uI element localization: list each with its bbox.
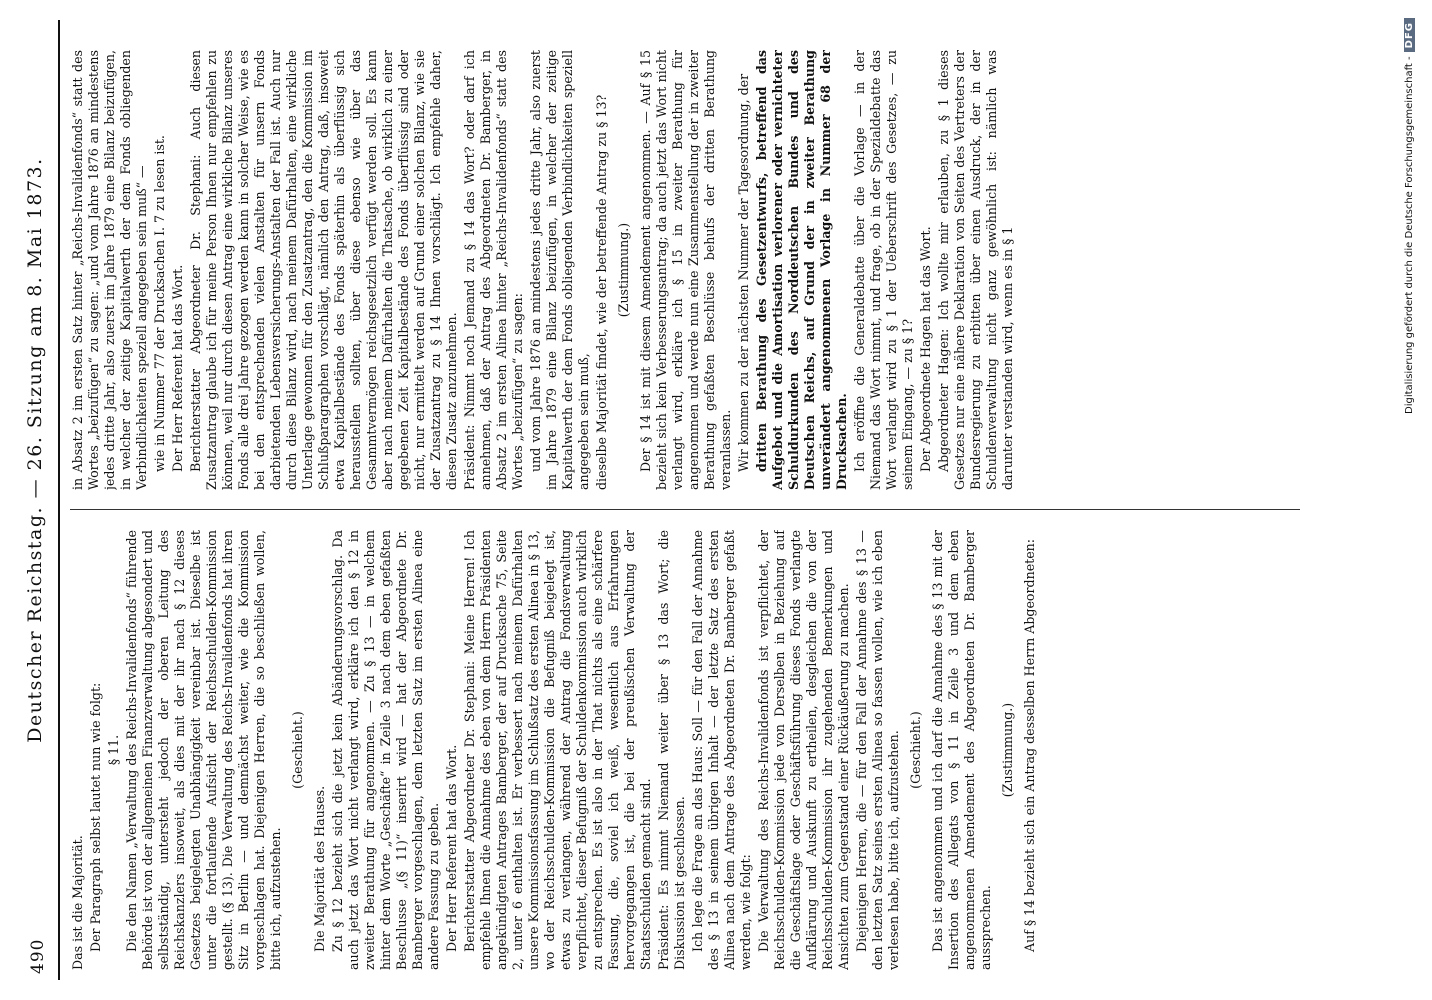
left-column-paragraph: (Geschieht.) [290, 711, 305, 789]
running-title: Deutscher Reichstag. — 26. Sitzung am 8. Mai 1873. [24, 157, 46, 743]
left-column-paragraph: Der Paragraph selbst lautet nun wie folgt: [88, 682, 103, 952]
left-column-paragraph: Präsident: Es nimmt Niemand weiter über § 13 das Wort; die Diskussion ist geschlossen. [656, 530, 687, 970]
left-column-paragraph: Berichterstatter Abgeordneter Dr. Stephani: Meine Herren! Ich empfehle Ihnen die Annahme des eben von dem Herrn Präsidenten angekündigten Antrages Bamberger, der auf Drucksache 75, Seite 2, unter 6 enthalten ist. Er verbessert nach meinem Dafürhalten unsere Kommissionsfassung im Schlußsatz des ersten Alinea in § 13, wo der Reichsschulden-Kommission die Befugniß beigelegt ist, etwas zu verlangen, während der Antrag die Fondsverwaltung verpflichtet, dieser Befugniß der Schuldenkommission auch wirklich zu entsprechen. Es ist also in der That nichts als eine schärfere Fassung, die, soviel ich weiß, wesentlich aus Erfahrungen hervorgegangen ist, die bei der preußischen Verwaltung der Staatsschulden gemacht sind. [462, 530, 653, 970]
right-column-paragraph: Präsident: Nimmt noch Jemand zu § 14 das Wort? oder darf ich annehmen, daß der Antrag des Abgeordneten Dr. Bamberger, in Absatz 2 im ersten Alinea hinter „Reichs-Invalidenfonds“ statt des Wortes „beizufügen“ zu sagen: [462, 50, 525, 490]
right-column-paragraph: Ich eröffne die Generaldebatte über die Vorlage — in der Niemand das Wort nimmt, und frage, ob in der Spezialdebatte das Wort verlangt wird zu § 1 der Ueberschrift des Gesetzes, — zu seinem Eingang, — zu § 1? [852, 50, 915, 490]
left-column-paragraph: Der Herr Referent hat das Wort. [444, 744, 459, 952]
page-number: 490 [28, 938, 48, 974]
column-divider [70, 509, 1300, 510]
left-column-paragraph: Die Majorität des Hauses. [312, 785, 327, 952]
left-column-paragraph: Auf § 14 bezieht sich ein Antrag desselben Herrn Abgeordneten: [1022, 538, 1037, 952]
right-column-paragraph: und vom Jahre 1876 an mindestens jedes dritte Jahr, also zuerst im Jahre 1879 eine Bilanz beizufügen, in welcher der zeitige Kapitalwerth der dem Fonds obliegenden Verbindlichkeiten speziell angegeben sein muß, [528, 50, 591, 490]
right-column-paragraph: Wir kommen zu der nächsten Nummer der Tagesordnung, der [736, 73, 751, 472]
right-column-paragraph: wie in Nummer 77 der Drucksachen I. 7 zu lesen ist. [152, 135, 167, 472]
right-column-paragraph: dieselbe Majorität findet, wie der betreffende Antrag zu § 13? [594, 94, 609, 490]
left-column-paragraph: Zu § 12 bezieht sich die jetzt kein Abänderungsvorschlag. Da auch jetzt das Wort nicht verlangt wird, erkläre ich den § 12 in zweiter Berathung für angenommen. — Zu § 13 — in welchem hinter dem Worte „Geschäfte“ in Zeile 3 nach dem eben gefaßten Beschlusse „(§ 11)“ inserirt wird — hat der Abgeordnete Dr. Bamberger vorgeschlagen, dem letzten Satz im ersten Alinea eine andere Fassung zu geben. [330, 530, 441, 970]
left-column-paragraph: Das ist die Majorität. [70, 835, 85, 970]
right-column-paragraph: Berichterstatter Abgeordneter Dr. Stephani: Auch diesen Zusatzantrag glaube ich für meine Person Ihnen nur empfehlen zu können, weil nur durch diesen Antrag eine wirkliche Bilanz unseres Fonds alle drei Jahre gezogen werden kann in solcher Weise, wie es bei den entsprechenden vielen Anstalten für unsern Fonds darbietenden Lebensversicherungs-Anstalten der Fall ist. Auch nur durch diese Bilanz wird, nach meinem Dafürhalten, eine wirkliche Unterlage gewonnen für den Zusatzantrag, den die Kommission im Schlußparagraphen vorschlägt, nämlich den Antrag, daß, insoweit etwa Kapitalbestände des Fonds späterhin als überflüssig sich herausstellen sollten, über diese ebenso wie über das Gesammtvermögen reichsgesetzlich verfügt werden soll. Es kann aber nach meinem Dafürhalten die Thatsache, ob wirklich zu einer gegebenen Zeit Kapitalbestände des Fonds überflüssig sind oder nicht, nur ermittelt werden auf Grund einer solchen Bilanz, wie sie der Zusatzantrag zu § 14 Ihnen vorschlägt. Ich empfehle daher, diesen Zusatz anzunehmen. [188, 50, 459, 490]
right-column-paragraph: Der § 14 ist mit diesem Amendement angenommen. — Auf § 15 bezieht sich kein Verbesserungsantrag; da auch jetzt das Wort nicht verlangt wird, erkläre ich § 15 in zweiter Berathung für angenommen und werde nun eine Zusammenstellung der in zweiter Berathung gefaßten Beschlüsse behufs der dritten Berathung veranlassen. [638, 50, 733, 490]
left-column-paragraph: Diejenigen Herren, die — für den Fall der Annahme des § 13 — den letzten Satz seines ersten Alinea so fassen wollen, wie ich eben verlesen habe, bitte ich, aufzustehen. [854, 530, 901, 970]
right-column-paragraph: Abgeordneter Hagen: Ich wollte mir erlauben, zu § 1 dieses Gesetzes nur eine nähere Deklaration von Seiten des Vertreters der Bundesregierung zu erbitten über einen Ausdruck, der in der Schuldenverwaltung nicht ganz gewöhnlich ist: nämlich was darunter verstanden wird, wenn es in § 1 [936, 50, 1015, 490]
dfg-watermark [1404, 18, 1424, 982]
right-column [70, 50, 1300, 490]
left-column-paragraph: § 11. [106, 734, 121, 766]
left-column-paragraph: (Geschieht.) [908, 711, 923, 789]
right-column-paragraph: Der Abgeordnete Hagen hat das Wort. [918, 226, 933, 472]
watermark-text: Digitalisierung gefördert durch die Deutsche Forschungsgemeinschaft - [1404, 56, 1415, 414]
left-column-paragraph: Die Verwaltung des Reichs-Invalidenfonds ist verpflichtet, der Reichsschulden-Kommission jede von Derselben in Beziehung auf die Geschäftslage oder Geschäftsführung dieses Fonds verlangte Aufklärung und Auskunft zu ertheilen, desgleichen die von der Reichsschulden-Kommission ihr zugehenden Bemerkungen und Ansichten zum Gegenstand einer Rückäußerung zu machen. [756, 530, 851, 970]
left-column-paragraph: Ich lege die Frage an das Haus: Soll — für den Fall der Annahme des § 13 in seinem übrigen Inhalt — der letzte Satz des ersten Alinea nach dem Antrage des Abgeordneten Dr. Bamberger gefaßt werden, wie folgt: [690, 530, 753, 970]
left-column-paragraph: Das ist angenommen und ich darf die Annahme des § 13 mit der Insertion des Allegats von § 11 in Zeile 3 und dem eben angenommenen Amendement des Abgeordneten Dr. Bamberger aussprechen. [930, 530, 993, 970]
right-column-paragraph: dritten Berathung des Gesetzentwurfs, betreffend das Aufgebot und die Amortisation verlorener oder vernichteter Schuldurkunden des Norddeutschen Bundes und des Deutschen Reichs, auf Grund der in zweiter Berathung unverändert angenommenen Vorlage in Nummer 68 der Drucksachen. [754, 50, 849, 490]
dfg-logo: DFG [1404, 18, 1415, 52]
header-rule [58, 20, 60, 980]
left-column-paragraph: Die den Namen „Verwaltung des Reichs-Invalidenfonds“ führende Behörde ist von der allgemeinen Finanzverwaltung abgesondert und selbstständig, untersteht jedoch der oberen Leitung des Reichskanzlers insoweit, als dies mit der ihr nach § 12 dieses Gesetzes beigelegten Unabhängigkeit vereinbar ist. Dieselbe ist unter die fortlaufende Aufsicht der Reichsschulden-Kommission gestellt. (§ 13). Die Verwaltung des Reichs-Invalidenfonds hat ihren Sitz in Berlin — und demnächst weiter, wie die Kommission vorgeschlagen hat. Diejenigen Herren, die so beschließen wollen, bitte ich, aufzustehen. [124, 530, 283, 970]
right-column-paragraph: (Zustimmung.) [616, 222, 631, 318]
right-column-paragraph: Der Herr Referent hat das Wort. [170, 264, 185, 472]
left-column [70, 530, 1300, 970]
page-header [18, 18, 58, 982]
left-column-paragraph: (Zustimmung.) [1000, 702, 1015, 798]
right-column-paragraph: in Absatz 2 im ersten Satz hinter „Reichs-Invalidenfonds“ statt des Wortes „beizufügen“ zu sagen: „und vom Jahre 1876 an mindestens jedes dritte Jahr, also zuerst im Jahre 1879 eine Bilanz beizufügen, in welcher der zeitige Kapitalwerth der dem Fonds obliegenden Verbindlichkeiten speziell angegeben sein muß“ — [70, 50, 149, 490]
